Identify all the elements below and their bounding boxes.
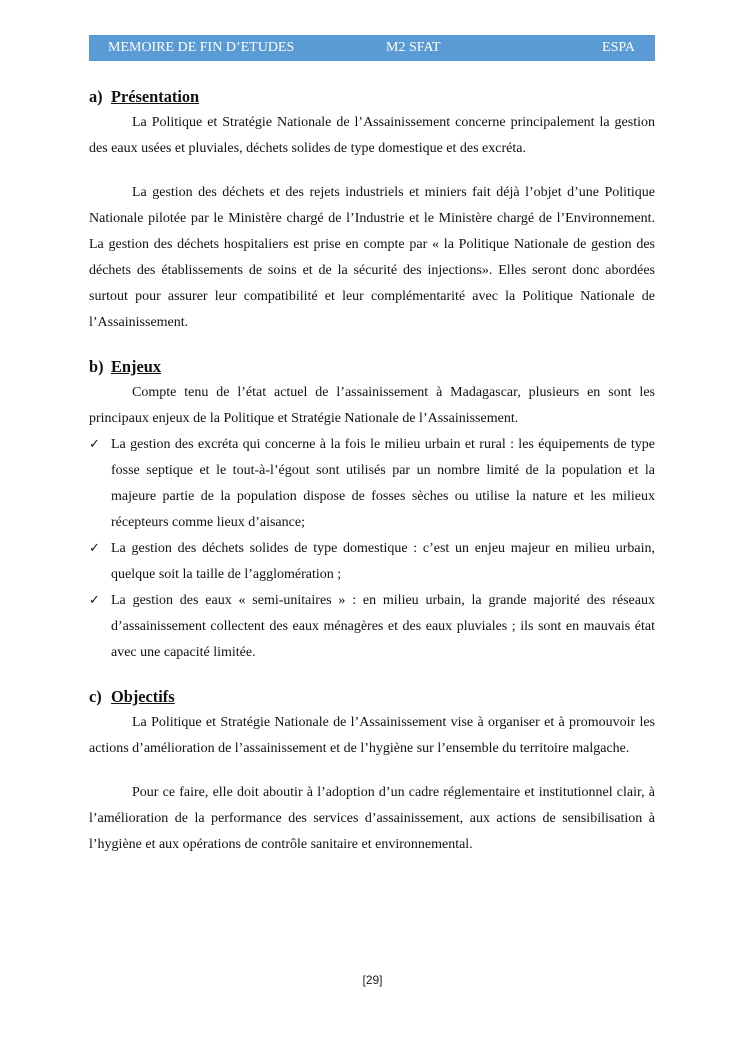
section-enjeux — [89, 354, 655, 666]
section-heading — [89, 354, 655, 380]
list-item — [89, 588, 655, 666]
document-body — [89, 84, 655, 858]
section-title: Présentation — [111, 87, 200, 106]
header-center-text: M2 SFAT — [386, 40, 441, 55]
header-left-text: MEMOIRE DE FIN D’ETUDES — [108, 40, 295, 55]
checkmark-icon: ✓ — [89, 437, 100, 452]
paragraph: La Politique et Stratégie Nationale de l’Assainissement concerne principalement la gestion des eaux usées et pluviales, déchets solides de type domestique et des excréta. — [89, 115, 655, 156]
section-presentation — [89, 84, 655, 336]
list-item — [89, 432, 655, 536]
page-number: [29] — [362, 973, 383, 987]
section-heading — [89, 684, 655, 710]
list-item-text: La gestion des eaux « semi-unitaires » : en milieu urbain, la grande majorité des réseaux d’assainissement collectent des eaux ménagères et des eaux pluviales ; ils sont en mauvais état avec une capacité limitée. — [111, 593, 655, 660]
list-item — [89, 536, 655, 588]
section-heading — [89, 84, 655, 110]
list-item-text: La gestion des excréta qui concerne à la fois le milieu urbain et rural : les équipements de type fosse septique et le tout-à-l’égout sont utilisés par un nombre limité de la population et la majeure partie de la population dispose de fosses sèches ou utilise la nature et les milieux récepteurs comme lieux d’aisance; — [111, 437, 655, 530]
checkmark-icon: ✓ — [89, 541, 100, 556]
section-objectifs — [89, 684, 655, 858]
paragraph: Pour ce faire, elle doit aboutir à l’adoption d’un cadre réglementaire et institutionnel clair, à l’amélioration de la performance des services d’assainissement, aux actions de sensibilisation à l’hygiène et aux opérations de contrôle sanitaire et environnemental. — [89, 785, 655, 852]
section-title: Objectifs — [111, 687, 175, 706]
enjeux-list — [89, 432, 655, 666]
header-right-text: ESPA — [602, 40, 635, 55]
section-letter: c) — [89, 687, 102, 706]
section-letter: a) — [89, 87, 103, 106]
page-header — [89, 35, 655, 61]
list-item-text: La gestion des déchets solides de type domestique : c’est un enjeu majeur en milieu urbain, quelque soit la taille de l’agglomération ; — [111, 541, 655, 582]
section-letter: b) — [89, 357, 104, 376]
paragraph: Compte tenu de l’état actuel de l’assainissement à Madagascar, plusieurs en sont les principaux enjeux de la Politique et Stratégie Nationale de l’Assainissement. — [89, 385, 655, 426]
checkmark-icon: ✓ — [89, 593, 100, 608]
section-title: Enjeux — [111, 357, 161, 376]
paragraph: La gestion des déchets et des rejets industriels et miniers fait déjà l’objet d’une Politique Nationale pilotée par le Ministère chargé de l’Industrie et le Ministère chargé de l’Environnement. La gestion des déchets hospitaliers est prise en compte par « la Politique Nationale de gestion des déchets des établissements de soins et de la sécurité des injections». Elles seront donc abordées surtout pour assurer leur compatibilité et leur complémentarité avec la Politique Nationale de l’Assainissement. — [89, 185, 655, 330]
paragraph: La Politique et Stratégie Nationale de l’Assainissement vise à organiser et à promouvoir les actions d’amélioration de l’assainissement et de l’hygiène sur l’ensemble du territoire malgache. — [89, 715, 655, 756]
